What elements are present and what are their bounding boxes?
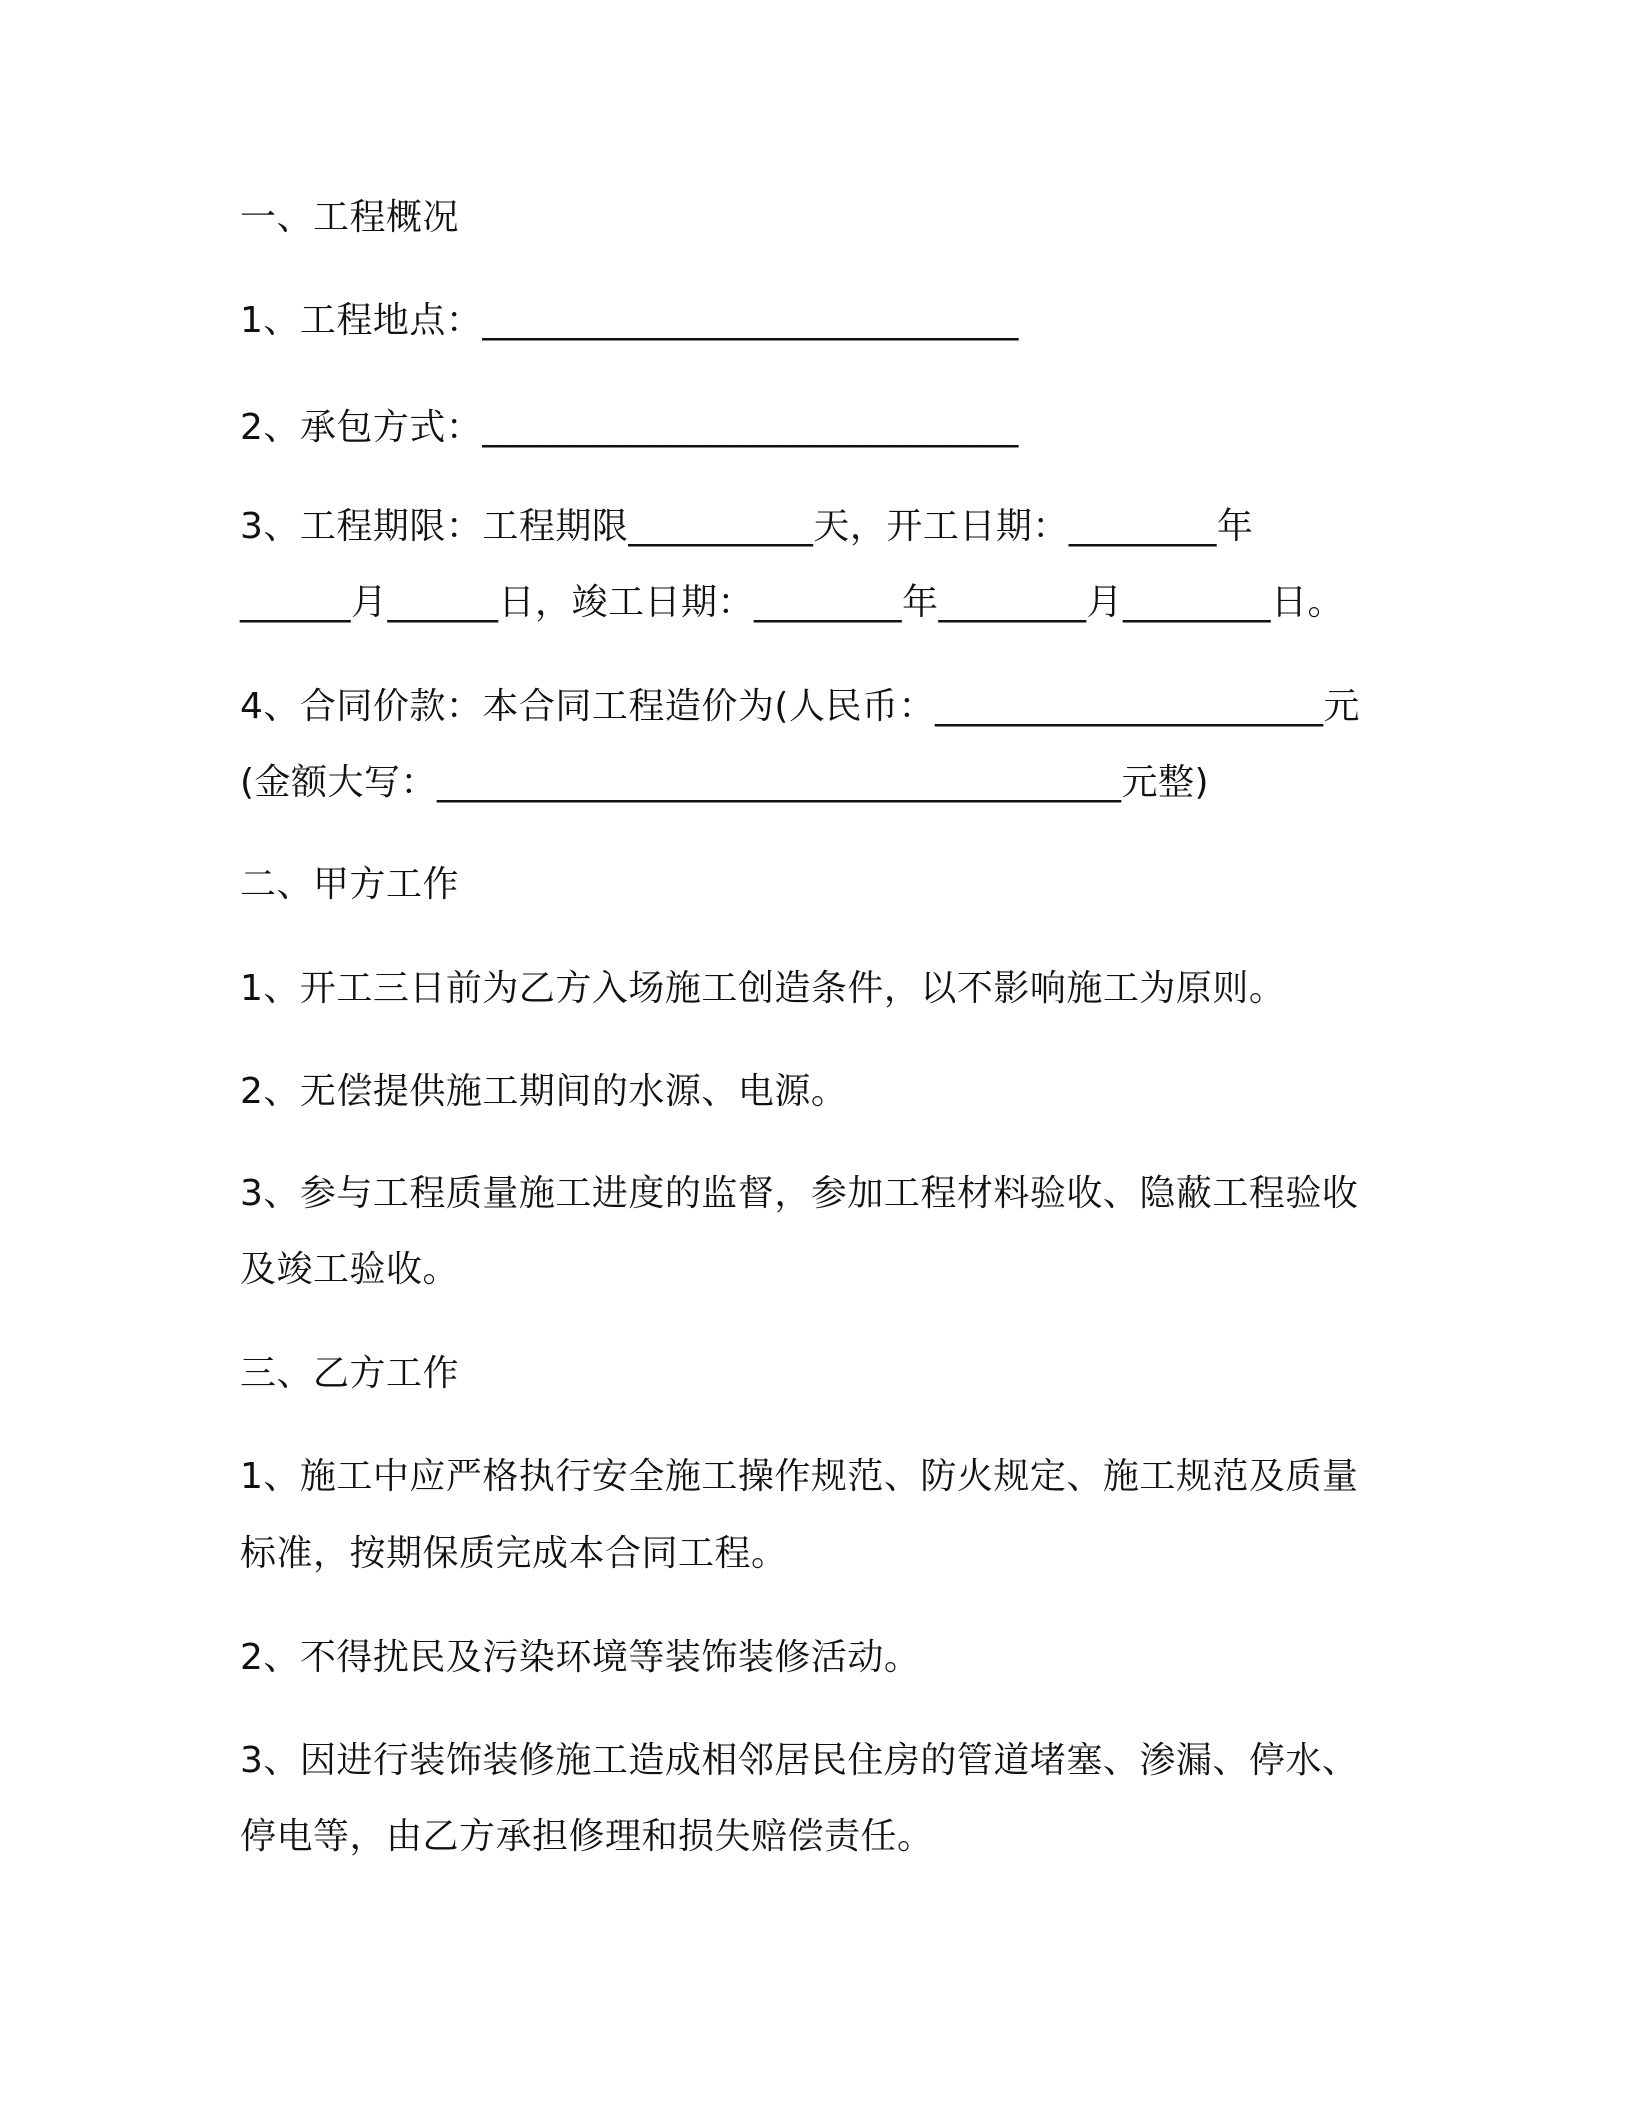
- party-b-item-3: 3、因进行装饰装修施工造成相邻居民住房的管道堵塞、渗漏、停水、: [240, 1740, 1359, 1781]
- section-heading-party-b-work: 三、乙方工作: [240, 1353, 460, 1394]
- party-a-item-1: 1、开工三日前为乙方入场施工创造条件，以不影响施工为原则。: [240, 968, 1286, 1009]
- party-a-item-3-continued: 及竣工验收。: [240, 1249, 460, 1290]
- party-b-item-1: 1、施工中应严格执行安全施工操作规范、防火规定、施工规范及质量: [240, 1456, 1359, 1497]
- party-a-item-2: 2、无偿提供施工期间的水源、电源。: [240, 1071, 848, 1112]
- project-duration-line-continued: ______月______日，竣工日期：________年________月________日。: [240, 582, 1345, 623]
- section-heading-project-overview: 一、工程概况: [240, 197, 460, 238]
- section-heading-party-a-work: 二、甲方工作: [240, 864, 460, 905]
- party-b-item-1-continued: 标准，按期保质完成本合同工程。: [240, 1533, 788, 1574]
- party-b-item-3-continued: 停电等，由乙方承担修理和损失赔偿责任。: [240, 1816, 934, 1857]
- contract-price-uppercase-line: (金额大写：_____________________________________元整): [240, 762, 1210, 803]
- party-a-item-3: 3、参与工程质量施工进度的监督，参加工程材料验收、隐蔽工程验收: [240, 1173, 1359, 1214]
- project-location-line: 1、工程地点：_____________________________: [240, 300, 1019, 341]
- project-duration-line: 3、工程期限：工程期限__________天，开工日期：________年: [240, 506, 1254, 547]
- contract-method-line: 2、承包方式：_____________________________: [240, 407, 1019, 448]
- party-b-item-2: 2、不得扰民及污染环境等装饰装修活动。: [240, 1637, 921, 1678]
- contract-price-line: 4、合同价款：本合同工程造价为(人民币：_____________________元: [240, 686, 1360, 727]
